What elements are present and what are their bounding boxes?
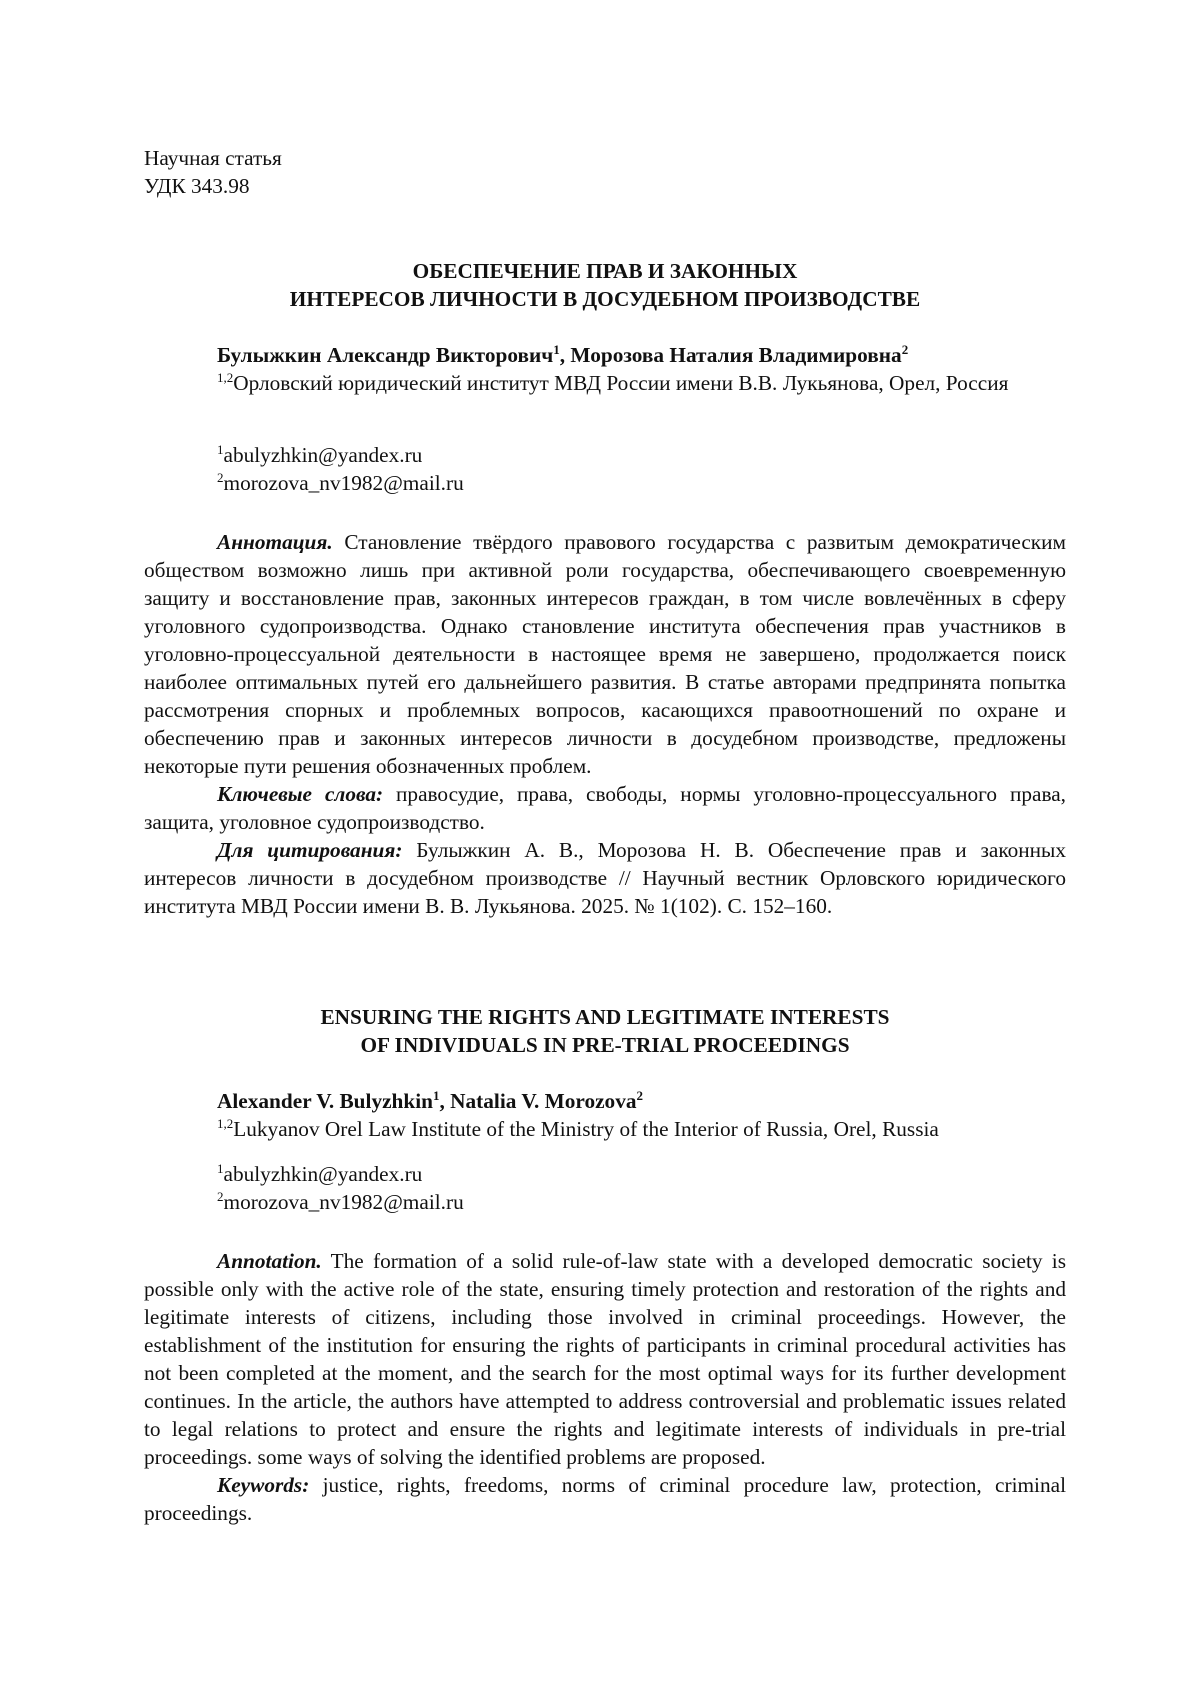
en-annotation-text: The formation of a solid rule-of-law state with a developed democratic society is possible only with the active role of the state, ensuring timely protection and restoration of the rights and legitimate interests of citizens, including those involved in criminal proceedings. However, the establishment of the institution for ensuring the rights of participants in criminal procedural activities has not been completed at the moment, and the search for the most optimal ways for its further development continues. In the article, the authors have attempted to address controversial and problematic issues related to legal relations to protect and ensure the rights and legitimate interests of individuals in pre-trial proceedings. some ways of solving the identified problems are proposed. (144, 1249, 1066, 1469)
en-keywords-label: Keywords: (217, 1473, 310, 1497)
ru-authors (144, 341, 1066, 369)
en-emails (144, 1160, 1066, 1216)
en-title-line-2: OF INDIVIDUALS IN PRE-TRIAL PROCEEDINGS (360, 1033, 850, 1057)
ru-annotation-text: Становление твёрдого правового государства с развитым демократическим обществом возможно лишь при активной роли государства, обеспечивающего своевременную защиту и восстановление прав, законных интересов граждан, в том числе вовлечённых в сферу уголовного судопроизводства. Однако становление института обеспечения прав участников в уголовно-процессуальной деятельности в настоящее время не завершено, продолжается поиск наиболее оптимальных путей его дальнейшего развития. В статье авторами предпринята попытка рассмотрения спорных и проблемных вопросов, касающихся правоотношений по охране и обеспечению прав и законных интересов личности в досудебном производстве, предложены некоторые пути решения обозначенных проблем. (144, 530, 1066, 778)
en-email-2 (144, 1188, 1066, 1216)
ru-author-2-sup: 2 (901, 342, 909, 357)
en-authors-block (144, 1087, 1066, 1143)
ru-email-2-text: morozova_nv1982@mail.ru (223, 471, 464, 495)
en-email-2-text: morozova_nv1982@mail.ru (223, 1190, 464, 1214)
en-title (144, 1003, 1066, 1059)
en-email-1 (144, 1160, 1066, 1188)
ru-affiliation-text: Орловский юридический институт МВД России имени В.В. Лукьянова, Орел, Россия (233, 371, 1009, 395)
ru-author-2: Морозова Наталия Владимировна (570, 343, 902, 367)
en-keywords-text: justice, rights, freedoms, norms of criminal procedure law, protection, criminal proceedings. (144, 1473, 1066, 1525)
ru-annotation-label: Аннотация. (217, 530, 333, 554)
en-author-2: Natalia V. Morozova (450, 1089, 637, 1113)
en-affil-sup: 1,2 (217, 1116, 234, 1131)
ru-email-1 (144, 441, 1066, 469)
ru-citation (144, 836, 1066, 920)
en-affiliation-text: Lukyanov Orel Law Institute of the Ministry of the Interior of Russia, Orel, Russia (233, 1117, 939, 1141)
en-email-1-text: abulyzhkin@yandex.ru (223, 1162, 423, 1186)
ru-emails (144, 441, 1066, 497)
en-email-1-sup: 1 (217, 1161, 224, 1176)
ru-keywords (144, 780, 1066, 836)
en-title-line-1: ENSURING THE RIGHTS AND LEGITIMATE INTERESTS (320, 1005, 890, 1029)
en-email-2-sup: 2 (217, 1189, 224, 1204)
ru-keywords-text: правосудие, права, свободы, нормы уголовно-процессуального права, защита, уголовное судопроизводство. (144, 782, 1066, 834)
header-block (144, 144, 282, 200)
ru-email-1-sup: 1 (217, 442, 224, 457)
ru-annotation (144, 528, 1066, 780)
article-type: Научная статья (144, 146, 282, 170)
ru-title-line-2: ИНТЕРЕСОВ ЛИЧНОСТИ В ДОСУДЕБНОМ ПРОИЗВОДСТВЕ (289, 287, 921, 311)
ru-author-sep: , (559, 343, 571, 367)
en-annotation-label: Annotation. (217, 1249, 322, 1273)
en-author-1-sup: 1 (433, 1088, 440, 1103)
ru-title-line-1: ОБЕСПЕЧЕНИЕ ПРАВ И ЗАКОННЫХ (412, 259, 798, 283)
ru-email-2-sup: 2 (217, 470, 224, 485)
en-author-sep: , (439, 1089, 451, 1113)
ru-citation-text: Булыжкин А. В., Морозова Н. В. Обеспечение прав и законных интересов личности в досудебном производстве // Научный вестник Орловского юридического института МВД России имени В. В. Лукьянова. 2025. № 1(102). С. 152–160. (144, 838, 1066, 918)
ru-affil-sup: 1,2 (217, 370, 234, 385)
en-authors (144, 1087, 1066, 1115)
ru-title (144, 257, 1066, 313)
en-author-2-sup: 2 (636, 1088, 643, 1103)
ru-email-2 (144, 469, 1066, 497)
en-keywords (144, 1471, 1066, 1527)
ru-author-1: Булыжкин Александр Викторович (217, 343, 554, 367)
ru-affiliation (144, 369, 1066, 397)
en-abstract-block (144, 1247, 1066, 1527)
udc-code: УДК 343.98 (144, 174, 250, 198)
ru-author-1-sup: 1 (553, 342, 560, 357)
ru-authors-block (144, 341, 1066, 397)
en-author-1: Alexander V. Bulyzhkin (217, 1089, 433, 1113)
ru-abstract-block (144, 528, 1066, 920)
ru-citation-label: Для цитирования: (217, 838, 403, 862)
ru-email-1-text: abulyzhkin@yandex.ru (223, 443, 423, 467)
en-annotation (144, 1247, 1066, 1471)
ru-keywords-label: Ключевые слова: (217, 782, 384, 806)
en-affiliation (144, 1115, 1066, 1143)
